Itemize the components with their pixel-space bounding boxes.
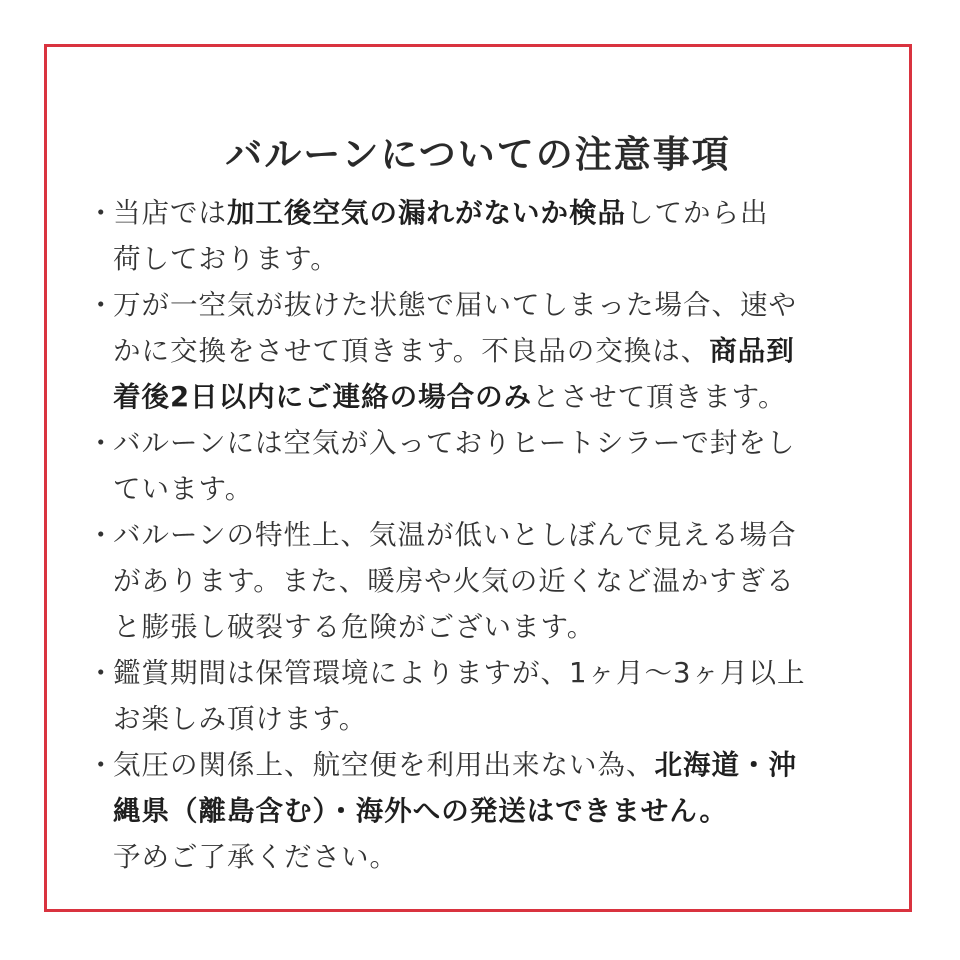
body-text: と膨張し破裂する危険がございます。: [113, 611, 596, 643]
bullet-mark: ・: [87, 657, 116, 689]
notice-line: [113, 374, 887, 420]
notice-line: [113, 420, 887, 466]
body-text: 当店では: [113, 197, 227, 229]
notice-line: [113, 696, 887, 742]
bullet-mark: ・: [87, 519, 116, 551]
body-text: かに交換をさせて頂きます。不良品の交換は、: [113, 335, 710, 367]
notice-line: [113, 190, 887, 236]
body-text: お楽しみ頂けます。: [113, 703, 368, 735]
body-text: とさせて頂きます。: [532, 381, 787, 413]
notice-item: [87, 420, 887, 512]
notice-line: [113, 466, 887, 512]
body-text: があります。また、暖房や火気の近くなど温かすぎる: [113, 565, 795, 597]
body-text: 万が一空気が抜けた状態で届いてしまった場合、速や: [113, 289, 797, 321]
body-text: ています。: [113, 473, 254, 505]
emphasis-text: 着後2日以内にご連絡の場合のみ: [113, 381, 533, 413]
body-text: 気圧の関係上、航空便を利用出来ない為、: [113, 749, 655, 781]
notice-line: [113, 512, 887, 558]
bullet-mark: ・: [87, 749, 116, 781]
notice-line: [113, 558, 887, 604]
notice-line: [113, 604, 887, 650]
body-text: バルーンの特性上、気温が低いとしぼんで見える場合: [113, 519, 797, 551]
notice-item: [87, 282, 887, 420]
notice-item: [87, 650, 887, 742]
notice-line: [113, 788, 887, 834]
bullet-mark: ・: [87, 289, 116, 321]
emphasis-text: 商品到: [709, 335, 795, 367]
notice-item: [87, 742, 887, 880]
body-text: 荷しております。: [113, 243, 339, 275]
notice-item: [87, 512, 887, 650]
notice-line: [113, 328, 887, 374]
emphasis-text: 加工後空気の漏れがないか検品: [227, 197, 626, 229]
notice-line: [113, 742, 887, 788]
body-text: してから出: [626, 197, 769, 229]
notice-line: [113, 282, 887, 328]
notice-title: バルーンについての注意事項: [225, 133, 731, 176]
body-text: 予めご了承ください。: [113, 841, 398, 873]
body-text: バルーンには空気が入っておりヒートシラーで封をし: [113, 427, 796, 459]
emphasis-text: 縄県（離島含む）・海外への発送はできません。: [113, 795, 728, 827]
notice-frame: [44, 44, 912, 912]
notice-list: [87, 190, 887, 880]
notice-line: [113, 834, 887, 880]
notice-line: [113, 650, 887, 696]
body-text: 鑑賞期間は保管環境によりますが、1ヶ月〜3ヶ月以上: [113, 657, 806, 689]
notice-line: [113, 236, 887, 282]
emphasis-text: 北海道・沖: [654, 749, 797, 781]
bullet-mark: ・: [87, 427, 116, 459]
notice-item: [87, 190, 887, 282]
bullet-mark: ・: [87, 197, 116, 229]
